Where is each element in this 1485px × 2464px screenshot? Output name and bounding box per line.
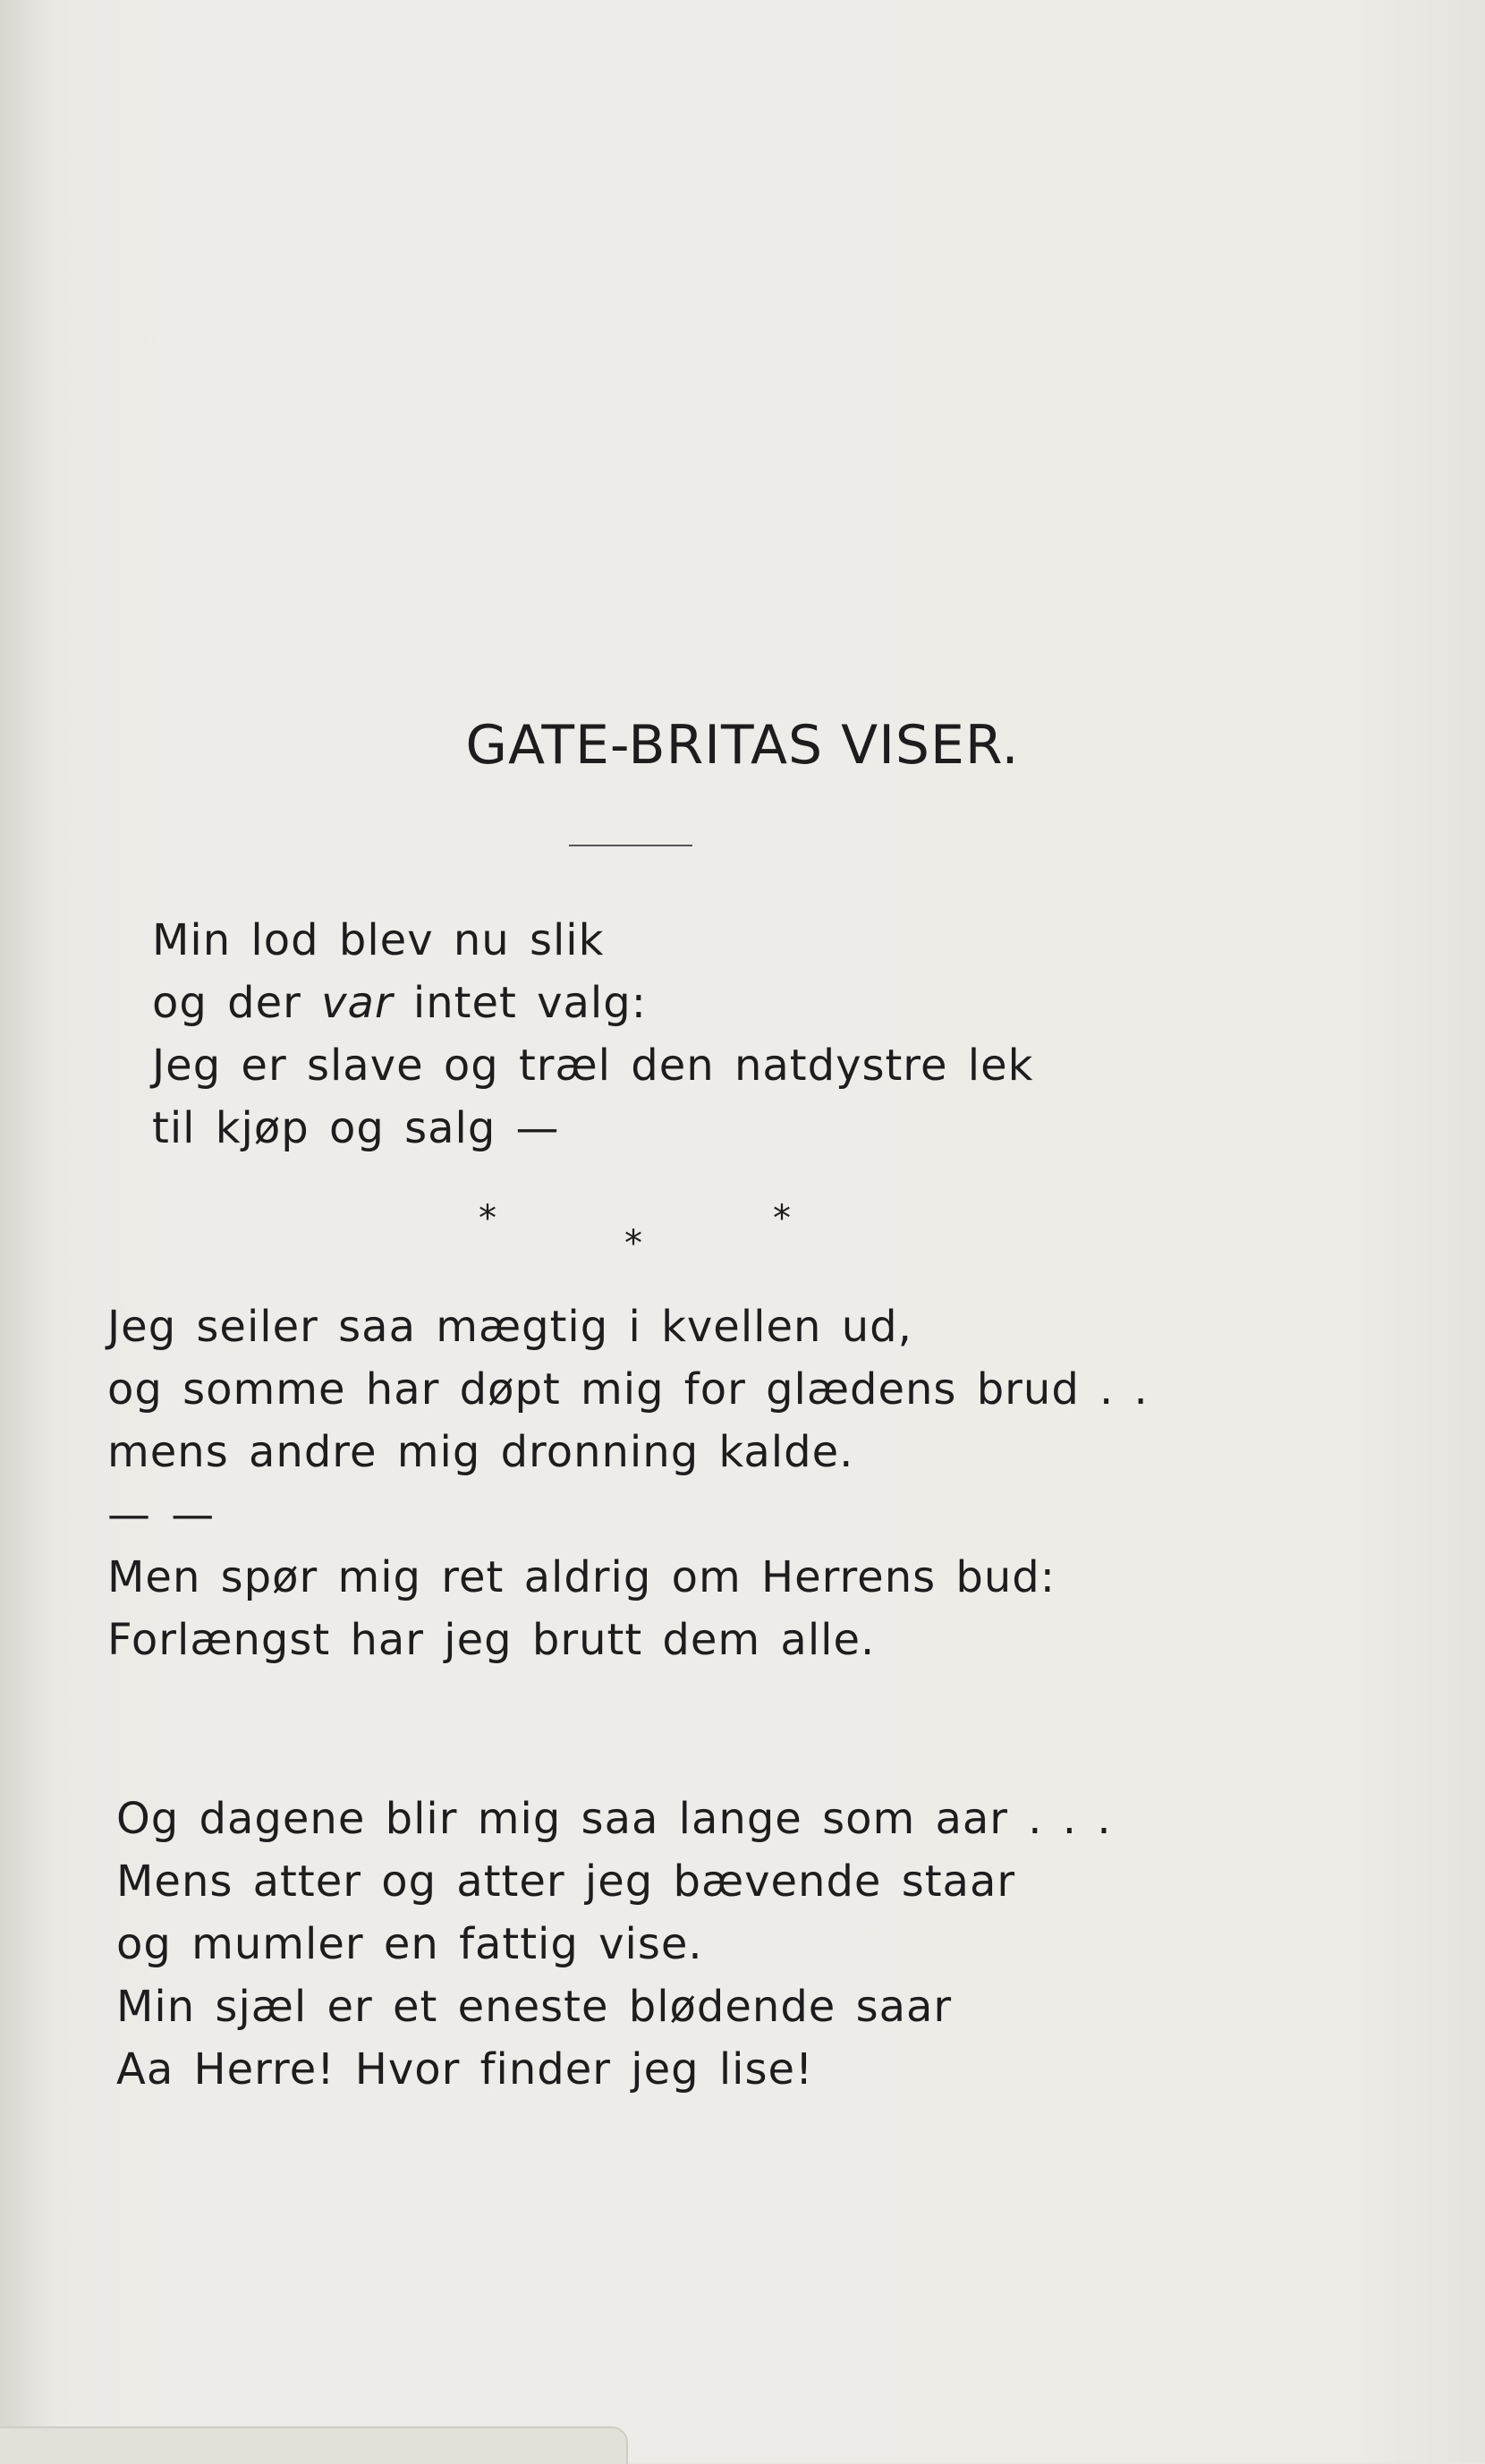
verse-line: Jeg seiler saa mægtig i kvellen ud, xyxy=(107,1302,912,1352)
stanza-2 xyxy=(107,1296,1149,1671)
poem-title: GATE-BRITAS VISER. xyxy=(465,714,1020,777)
stanza-3 xyxy=(116,1788,1112,2101)
emphasized-word: var xyxy=(321,978,394,1028)
verse-line: til kjøp og salg — xyxy=(152,1103,560,1153)
verse-line: Min sjæl er et eneste blødende saar xyxy=(116,1982,953,2032)
verse-line: Forlængst har jeg brutt dem alle. xyxy=(107,1615,876,1665)
verse-line: mens andre mig dronning kalde. xyxy=(107,1427,854,1477)
verse-line: — — xyxy=(107,1490,216,1540)
verse-line: Aa Herre! Hvor finder jeg lise! xyxy=(116,2044,814,2094)
title-divider xyxy=(569,845,692,846)
verse-line: Jeg er slave og træl den natdystre lek xyxy=(152,1041,1034,1091)
verse-line: og mumler en fattig vise. xyxy=(116,1919,703,1969)
verse-line: og der var intet valg: xyxy=(152,978,647,1028)
verse-line: Min lod blev nu slik xyxy=(152,915,605,965)
verse-line: og somme har døpt mig for glædens brud . . xyxy=(107,1364,1149,1415)
stanza-1 xyxy=(152,909,1033,1160)
asterisk: * xyxy=(773,1198,791,1239)
verse-line: Og dagene blir mig saa lange som aar . . . xyxy=(116,1794,1112,1844)
page-bottom-edge xyxy=(0,2426,628,2464)
verse-line: Mens atter og atter jeg bævende staar xyxy=(116,1856,1016,1907)
verse-line: Men spør mig ret aldrig om Herrens bud: xyxy=(107,1552,1056,1602)
asterisk: * xyxy=(624,1223,642,1264)
section-asterisks xyxy=(0,1181,1485,1264)
asterisk: * xyxy=(479,1198,496,1239)
